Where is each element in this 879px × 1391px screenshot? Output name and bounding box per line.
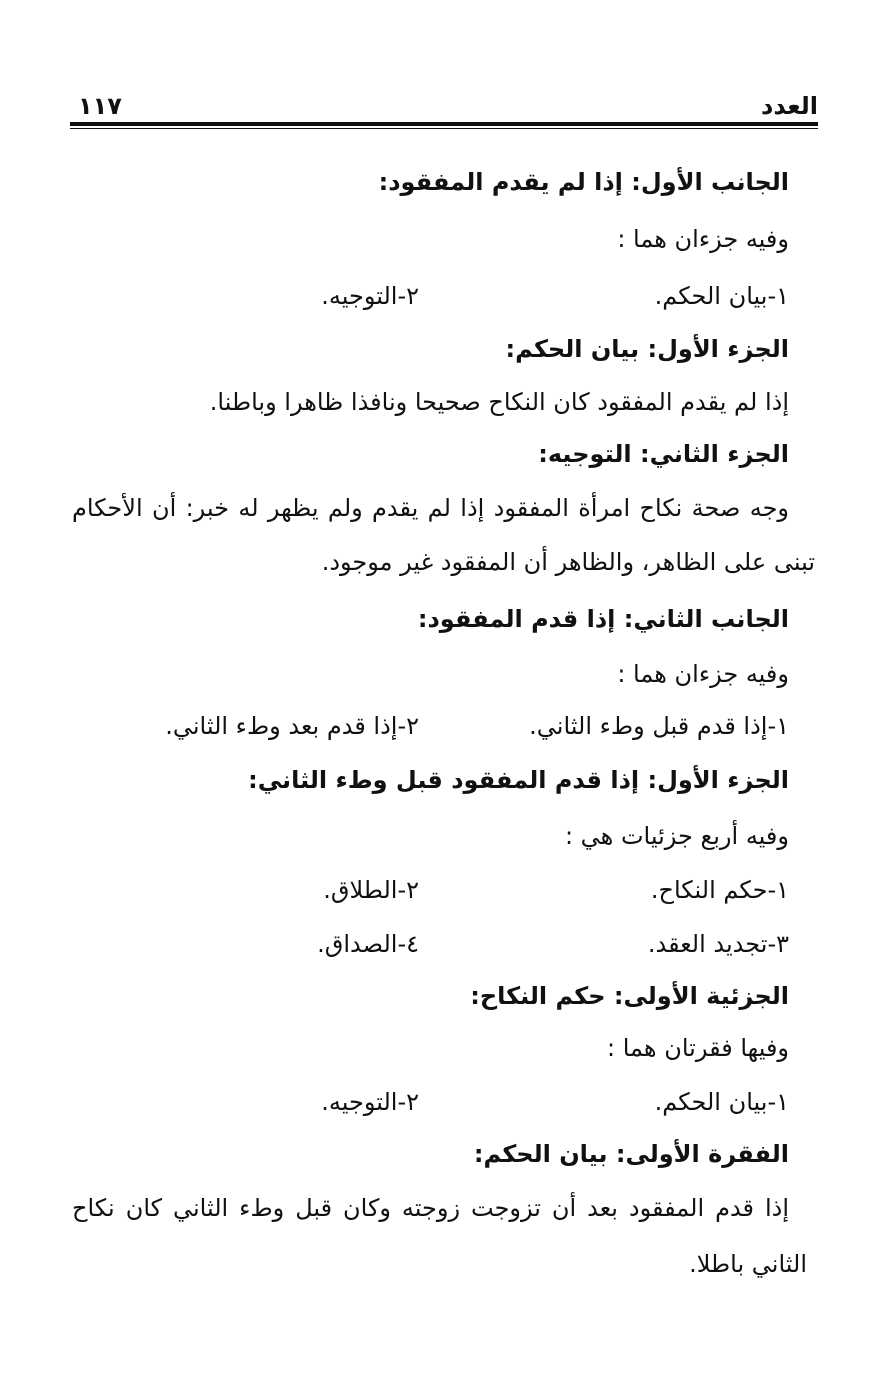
paragraph-final-line1: إذا قدم المفقود بعد أن تزوجت زوجته وكان قبل وطء الثاني كان نكاح (72, 1194, 789, 1222)
list-item: ١-بيان الحكم. (654, 282, 789, 310)
heading-part-two-justification: الجزء الثاني: التوجيه: (538, 440, 789, 468)
list-item: ٤-الصداق. (317, 930, 419, 958)
heading-second-side: الجانب الثاني: إذا قدم المفقود: (417, 605, 789, 633)
paragraph-ruling: إذا لم يقدم المفقود كان النكاح صحيحا ونافذا ظاهرا وباطنا. (209, 388, 789, 416)
page-number: ١١٧ (78, 92, 122, 120)
paragraph-final-line2: الثاني باطلا. (689, 1250, 807, 1278)
list-item: ٢-التوجيه. (321, 1088, 419, 1116)
heading-part-one-ruling: الجزء الأول: بيان الحكم: (505, 335, 789, 363)
list-item: ٢-التوجيه. (321, 282, 419, 310)
running-header (70, 92, 818, 122)
paragraph-four-subparts: وفيه أربع جزئيات هي : (564, 822, 789, 850)
list-item: ١-بيان الحكم. (654, 1088, 789, 1116)
list-item: ١-إذا قدم قبل وطء الثاني. (529, 712, 789, 740)
heading-part-one-return: الجزء الأول: إذا قدم المفقود قبل وطء الثاني: (248, 766, 789, 794)
heading-paragraph-one-ruling: الفقرة الأولى: بيان الحكم: (473, 1140, 789, 1168)
paragraph-justification-line2: تبنى على الظاهر، والظاهر أن المفقود غير موجود. (321, 548, 815, 576)
header-rule-thin (70, 128, 818, 129)
list-item: ٢-إذا قدم بعد وطء الثاني. (165, 712, 419, 740)
section-title: العدد (761, 92, 818, 120)
header-rule-thick (70, 122, 818, 126)
heading-subpart-marriage-ruling: الجزئية الأولى: حكم النكاح: (470, 982, 789, 1010)
list-item: ٢-الطلاق. (323, 876, 419, 904)
paragraph-two-parts-2: وفيه جزءان هما : (617, 660, 789, 688)
list-item: ١-حكم النكاح. (650, 876, 789, 904)
paragraph-two-paragraphs: وفيها فقرتان هما : (607, 1034, 789, 1062)
paragraph-justification-line1: وجه صحة نكاح امرأة المفقود إذا لم يقدم ولم يظهر له خبر: أن الأحكام (72, 494, 789, 522)
paragraph-two-parts: وفيه جزءان هما : (617, 225, 789, 253)
list-item: ٣-تجديد العقد. (647, 930, 789, 958)
heading-first-side: الجانب الأول: إذا لم يقدم المفقود: (378, 168, 789, 196)
